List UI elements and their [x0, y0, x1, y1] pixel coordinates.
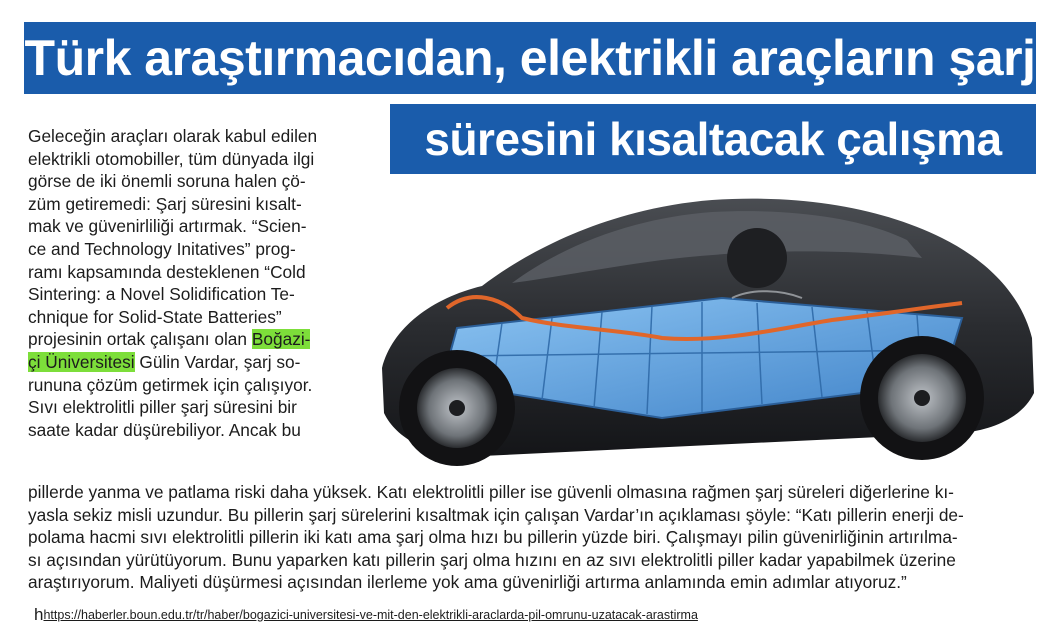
headline-line-2: süresini kısaltacak çalışma: [390, 104, 1036, 174]
article-column-text: [28, 125, 373, 441]
column-line: züm getiremedi: Şarj süresini kısalt-: [28, 193, 302, 214]
column-line: [28, 328, 373, 351]
column-line: Sıvı elektrolitli piller şarj süresini bir: [28, 397, 297, 418]
source-link[interactable]: https://haberler.boun.edu.tr/tr/haber/bogazici-universitesi-ve-mit-den-elektrikli-araclarda-pil-omrunu-uzatacak-arastirma: [43, 608, 698, 622]
column-line: Sintering: a Novel Solidification Te-: [28, 284, 295, 305]
university-highlight: çi Üniversitesi: [28, 351, 135, 372]
column-line: Geleceğin araçları olarak kabul edilen: [28, 126, 318, 146]
article-wide-text: [28, 481, 1038, 594]
wide-line: araştırıyorum. Maliyeti düşürmesi açısından ilerleme yok ama güvenirliği artırma anlamında emin adımlar atıyoruz.”: [28, 572, 907, 593]
column-line: rununa çözüm getirmek için çalışıyor.: [28, 374, 313, 395]
column-line-text: Gülin Vardar, şarj so-: [134, 351, 301, 372]
column-line: mak ve güvenirliliği artırmak. “Scien-: [28, 216, 307, 237]
column-line: elektrikli otomobiller, tüm dünyada ilgi: [28, 148, 315, 169]
column-line: ce and Technology Initatives” prog-: [28, 238, 296, 259]
column-line: görse de iki önemli soruna halen çö-: [28, 171, 306, 192]
column-line: [28, 351, 373, 374]
university-highlight: Boğazi-: [251, 329, 311, 350]
headline-line-1: Türk araştırmacıdan, elektrikli araçların şarj: [24, 22, 1036, 94]
column-line: saate kadar düşürebiliyor. Ancak bu: [28, 419, 301, 440]
source-line: [34, 605, 698, 625]
rear-wheel: [860, 336, 984, 460]
wide-line: yasla sekiz misli uzundur. Bu pillerin şarj sürelerini kısaltmak için çalışan Vardar’ın açıklaması şöyle: “Katı pillerin enerji de-: [28, 504, 964, 525]
column-line: chnique for Solid-State Batteries”: [28, 306, 282, 327]
column-line: ramı kapsamında desteklenen “Cold: [28, 261, 306, 282]
electric-car-battery-image: [362, 178, 1038, 478]
front-wheel: [399, 350, 515, 466]
wide-line: pillerde yanma ve patlama riski daha yüksek. Katı elektrolitli piller ise güvenli olmasına rağmen şarj süreleri diğerlerine kı-: [28, 482, 954, 502]
column-line-text: projesinin ortak çalışanı olan: [28, 329, 252, 350]
source-prefix: h: [34, 605, 44, 624]
wide-line: polama hacmi sıvı elektrolitli pillerin iki katı ama şarj olma hızı bu pillerin yüzde biri. Çalışmayı pilin güvenirliğinin artırılma-: [28, 527, 958, 548]
rear-wheel-far: [727, 228, 787, 288]
wide-line: sı açısından yürütüyorum. Bunu yaparken katı pillerin şarj olma hızını en az sıvı elektrolitli piller kadar yapabilmek üzerine: [28, 549, 956, 570]
